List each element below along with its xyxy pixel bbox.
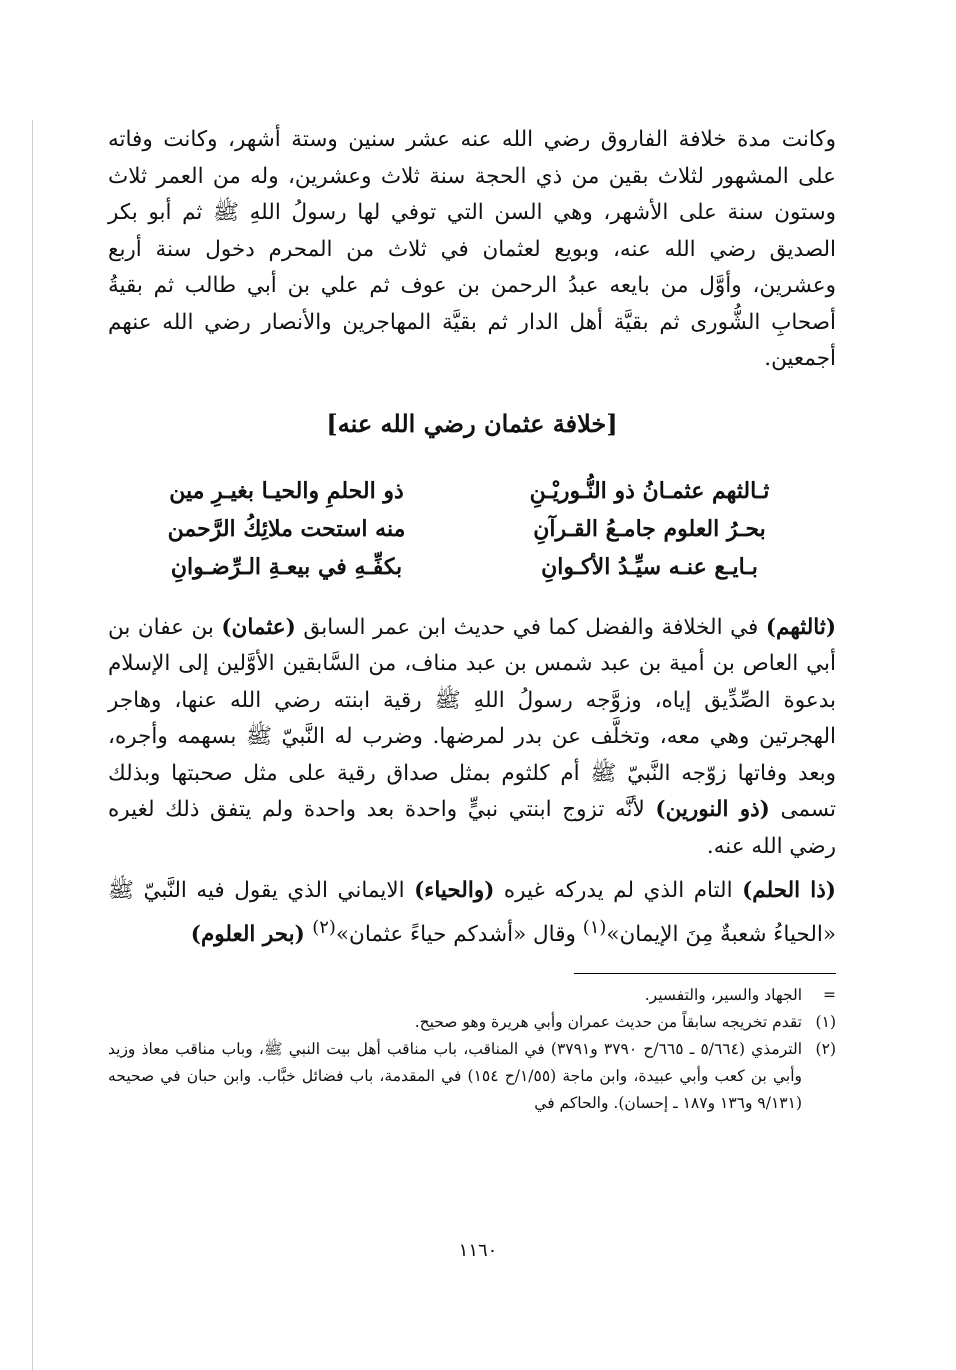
verse-block xyxy=(108,472,836,586)
commentary-text: التام الذي لم يدركه غيره xyxy=(494,878,743,903)
footnote-item xyxy=(108,1009,836,1036)
bold-term: (والحياء) xyxy=(414,878,495,903)
verse-line xyxy=(108,472,836,510)
footnote-number: (١) xyxy=(815,1013,836,1032)
verse-line xyxy=(108,548,836,586)
verse-second-hemistich: ذو الحلمِ والحيـا بغيـرِ مين xyxy=(169,477,404,504)
commentary-text: لأنَّه تزوج ابنتي نبيٍّ واحدة بعد واحدة ولم يتفق ذلك لغيره رضي الله عنه. xyxy=(108,797,836,859)
bold-term: (بحر العلوم) xyxy=(190,921,313,947)
footnote-number: (٢) xyxy=(815,1040,836,1059)
footnote-text: الجهاد والسير، والتفسير. xyxy=(644,986,802,1005)
verse-first-hemistich: بـايـع عنـه سيِّـدُ الأكـوانِ xyxy=(541,553,758,580)
commentary-text: وقال «أشدكم حياءً عثمان» xyxy=(335,921,583,947)
footnote-text: تقدم تخريجه سابقاً من حديث عمران وأبي هريرة وهو صحيح. xyxy=(414,1013,802,1032)
section-heading: [خلافة عثمان رضي الله عنه] xyxy=(326,408,618,438)
footnote-item xyxy=(108,982,836,1009)
book-page xyxy=(108,122,836,1117)
footnote-item xyxy=(108,1036,836,1117)
footnote-divider xyxy=(574,973,836,974)
verse-line xyxy=(108,510,836,548)
commentary-text: بن عفان بن أبي العاص بن أمية بن عبد شمس بن عبد مناف، من السَّابقين الأوَّلين إلى الإسلام بدعوة الصِّدِّيق إياه، وزوَّجه رسولُ اللهِ ﷺ رقية ابنته رضي الله عنها، وهاجر الهجرتين وهي معه، وتخلَّف عن بدر لمرضها. وضرب له النَّبيّ ﷺ بسهمه وأجره، وبعد وفاتها زوّجه النَّبيّ ﷺ أم كلثوم بمثل صداق رقية على مثل صحبتها وبذلك تسمى xyxy=(108,614,836,822)
bold-term: (ثالثهم) xyxy=(765,614,836,640)
commentary-text: في الخلافة والفضل كما في حديث ابن عمر السابق xyxy=(295,614,766,640)
bold-term: (عثمان) xyxy=(221,614,296,640)
margin-line xyxy=(32,120,33,1370)
verse-second-hemistich: منه استحت ملائِكُ الرَّحمن xyxy=(167,515,406,542)
verse-first-hemistich: ثـالثهم عثمـانُ ذو النُّـوريْـنِ xyxy=(529,477,770,504)
footnote-ref[interactable]: (١) xyxy=(582,916,607,938)
intro-paragraph: وكانت مدة خلافة الفاروق رضي الله عنه عشر سنين وستة أشهر، وكانت وفاته على المشهور لثلاث بقين من ذي الحجة سنة ثلاث وعشرين، وله من العمر ثلاث وستون سنة على الأشهر، وهي السن التي توفي لها رسولُ اللهِ ﷺ ثم أبو بكر الصديق رضي الله عنه، وبويع لعثمان في ثلاث من المحرم دخول سنة أربع وعشرين، وأوَّل من بايعه عبدُ الرحمن بن عوف ثم علي بن أبي طالب ثم بقيةُ أصحابِ الشُّورى ثم بقيَّة أهل الدار ثم بقيَّة المهاجرين والأنصار رضي الله عنهم أجمعين. xyxy=(108,127,836,371)
commentary-paragraph-hilm xyxy=(108,873,836,953)
footnote-ref[interactable]: (٢) xyxy=(312,916,336,938)
page-number: ١١٦٠ xyxy=(458,1240,498,1261)
commentary-paragraph-uthman xyxy=(108,610,836,866)
footnote-text: الترمذي (٥/٦٦٤ ـ ٦٦٥/ح ٣٧٩٠ و٣٧٩١) في المناقب، باب مناقب أهل بيت النبي ﷺ، وباب مناقب معاذ وزيد وأبي بن كعب وأبي عبيدة، وابن ماجة (١/٥٥/ح ١٥٤) في المقدمة، باب فضائل خبَّاب. وابن حبان في صحيحه (٩/١٣١ و١٣٦ و١٨٧ ـ إحسان). والحاكم في xyxy=(108,1040,803,1113)
verse-first-hemistich: بحـرُ العلوم جامـعُ القـرآنِ xyxy=(533,515,766,542)
bold-term: (ذا الحلم) xyxy=(742,878,836,903)
verse-second-hemistich: بكفِّـهِ في بيعـةِ الـرِّضـوانِ xyxy=(170,553,403,580)
footnote-number: = xyxy=(823,986,836,1005)
bold-term: (ذو النورين) xyxy=(655,797,770,822)
footnotes xyxy=(108,982,836,1117)
commentary-text: الايماني الذي يقول فيه النَّبيّ ﷺ «الحياءُ شعبةٌ مِنَ الإيمان» xyxy=(108,878,836,947)
